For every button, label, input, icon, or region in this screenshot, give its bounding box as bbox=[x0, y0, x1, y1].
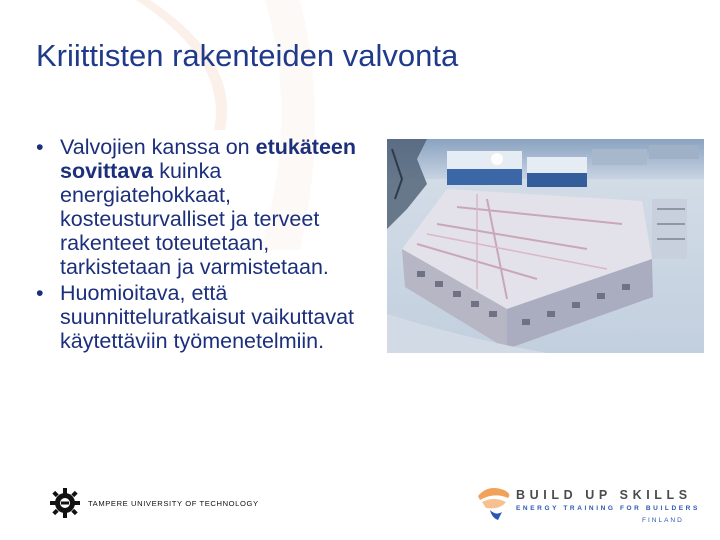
brand-country: FINLAND bbox=[642, 517, 684, 524]
brand-swirl-icon bbox=[474, 482, 514, 522]
build-up-skills-logo bbox=[474, 482, 700, 532]
university-name: TAMPERE UNIVERSITY OF TECHNOLOGY bbox=[88, 498, 259, 508]
bullet-list bbox=[36, 135, 381, 355]
brand-subtitle: ENERGY TRAINING FOR BUILDERS bbox=[516, 505, 700, 512]
brand-title: BUILD UP SKILLS bbox=[516, 488, 692, 502]
bullet-icon: • bbox=[36, 135, 44, 159]
bullet-text-post: kuinka energiatehokkaat, kosteusturvalliset ja terveet rakenteet toteutetaan, tarkistetaan ja varmistetaan. bbox=[60, 159, 329, 279]
bullet-text-pre: Valvojien kanssa on bbox=[60, 135, 256, 159]
slide-title: Kriittisten rakenteiden valvonta bbox=[36, 38, 459, 73]
bullet-icon: • bbox=[36, 281, 44, 305]
bullet-item bbox=[36, 281, 381, 353]
construction-site-photo bbox=[387, 139, 704, 353]
bullet-text: Huomioitava, että suunnitteluratkaisut vaikuttavat käytettäviin työmenetelmiin. bbox=[60, 281, 354, 353]
gear-icon bbox=[50, 488, 80, 518]
bullet-item bbox=[36, 135, 381, 279]
tut-logo bbox=[50, 488, 259, 518]
bullet-text-bold: etukäteen sovittava bbox=[60, 135, 356, 183]
